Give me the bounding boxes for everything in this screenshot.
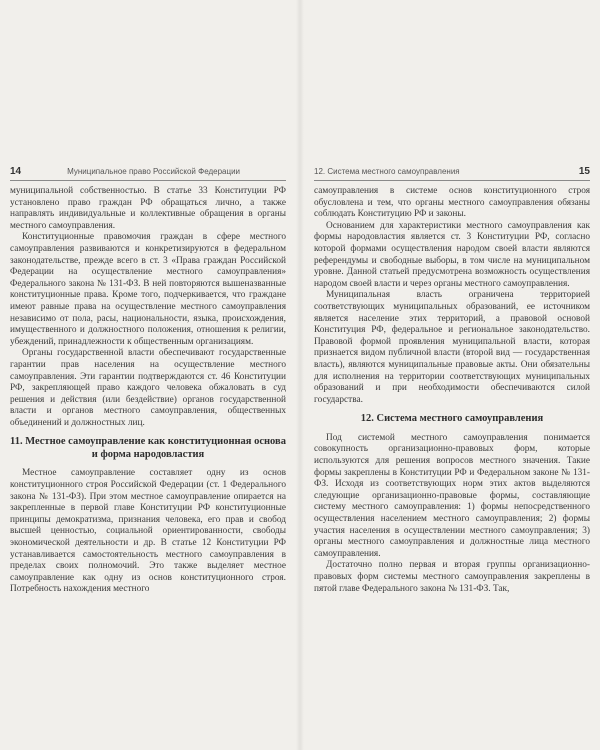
left-running-header (10, 166, 286, 181)
right-page-number: 15 (578, 166, 590, 177)
right-paragraph-1: самоуправления в системе основ конституционного строя обусловлена и тем, что органы местного самоуправления обязаны соблюдать Конституцию РФ и законы. (314, 186, 590, 220)
right-running-header (314, 166, 590, 181)
right-paragraph-4: Под системой местного самоуправления понимается совокупность организационно-правовых форм, которые используются для решения вопросов местного значения. Такие формы закреплены в Конституции РФ и Федеральном законе № 131-ФЗ. Исходя из соответствующих норм этих актов выделяются следующие организационно-правовые формы, составляющие систему местного самоуправления: 1) формы непосредственного осуществления населением местного самоуправления; 2) формы участия населения в осуществлении местного самоуправления; 3) органы местного самоуправления и должностные лица местного самоуправления. (314, 432, 590, 559)
right-running-title: 12. Система местного самоуправления (314, 167, 460, 176)
left-running-title: Муниципальное право Российской Федерации (67, 167, 241, 176)
right-section-heading: 12. Система местного самоуправления (360, 413, 544, 425)
right-paragraph-2: Основанием для характеристики местного самоуправления как формы народовластия является ст. 3 Конституции РФ, согласно которой формами осуществления народом своей власти являются референдумы и свободные выборы, в том числе на муниципальном уровне. Данной статьей предусмотрена возможность осуществления народом своей власти и через органы местного самоуправления. (314, 220, 590, 289)
right-paragraph-3: Муниципальная власть ограничена территорией соответствующих муниципальных образований, ее источником является население этих территорий, а правовой основой Конституция РФ, федеральное и региональное законодательство. Правовой формой проявления муниципальной власти, которая признается видом публичной власти (второй вид — государственная власть), являются муниципальные правовые акты. Они обязательны для исполнения на территории соответствующих муниципальных образований и при необходимости обеспечиваются силой государства. (314, 290, 590, 405)
left-page-body (10, 186, 286, 596)
left-paragraph-2: Конституционные правомочия граждан в сфере местного самоуправления развиваются и конкретизируются в федеральном законодательстве, прежде всего в ст. 3 «Права граждан Российской Федерации на осуществление местного самоуправления» Федерального закона № 131-ФЗ. В ней повторяются вышеназванные конституционные права. Кроме того, подчеркивается, что граждане имеют равные права на осуществление местного самоуправления независимо от пола, расы, национальности, языка, происхождения, имущественного и должностного положения, отношения к религии, убеждений, принадлежности к общественным организациям. (10, 232, 286, 347)
right-page-body (314, 186, 590, 595)
left-page-number: 14 (10, 166, 22, 177)
left-page (10, 166, 286, 596)
right-paragraph-5: Достаточно полно первая и вторая группы организационно-правовых форм системы местного самоуправления закреплены в пятой главе Федерального закона № 131-ФЗ. Так, (314, 560, 590, 594)
left-paragraph-3: Органы государственной власти обеспечивают государственные гарантии прав населения на осуществление местного самоуправления. Эти гарантии подтверждаются ст. 46 Конституции РФ, закрепляющей право каждого человека обжаловать в суд решения и действия (или бездействие) органов государственной власти и органов местного самоуправления, общественных объединений и должностных лиц. (10, 348, 286, 428)
left-section-heading: 11. Местное самоуправление как конституционная основа и форма народовластия (10, 436, 286, 460)
page-gutter (296, 0, 304, 750)
left-paragraph-1: муниципальной собственностью. В статье 33 Конституции РФ установлено право граждан РФ обращаться лично, а также направлять индивидуальные и коллективные обращения в органы местного самоуправления. (10, 186, 286, 231)
left-paragraph-4: Местное самоуправление составляет одну из основ конституционного строя Российской Федерации (ст. 1 Федерального закона № 131-ФЗ). При этом местное самоуправление опирается на закрепленные в первой главе Конституции РФ конституционные принципы демократизма, признания человека, его прав и свобод высшей ценностью, социальной ориентированности, свободы экономической деятельности и др. В статье 12 Конституции РФ устанавливается самостоятельность местного самоуправления в пределах своих полномочий. Это также выделяет местное самоуправление как одну из основ конституционного строя. Потребность нахождения местного (10, 468, 286, 595)
right-page (314, 166, 590, 595)
